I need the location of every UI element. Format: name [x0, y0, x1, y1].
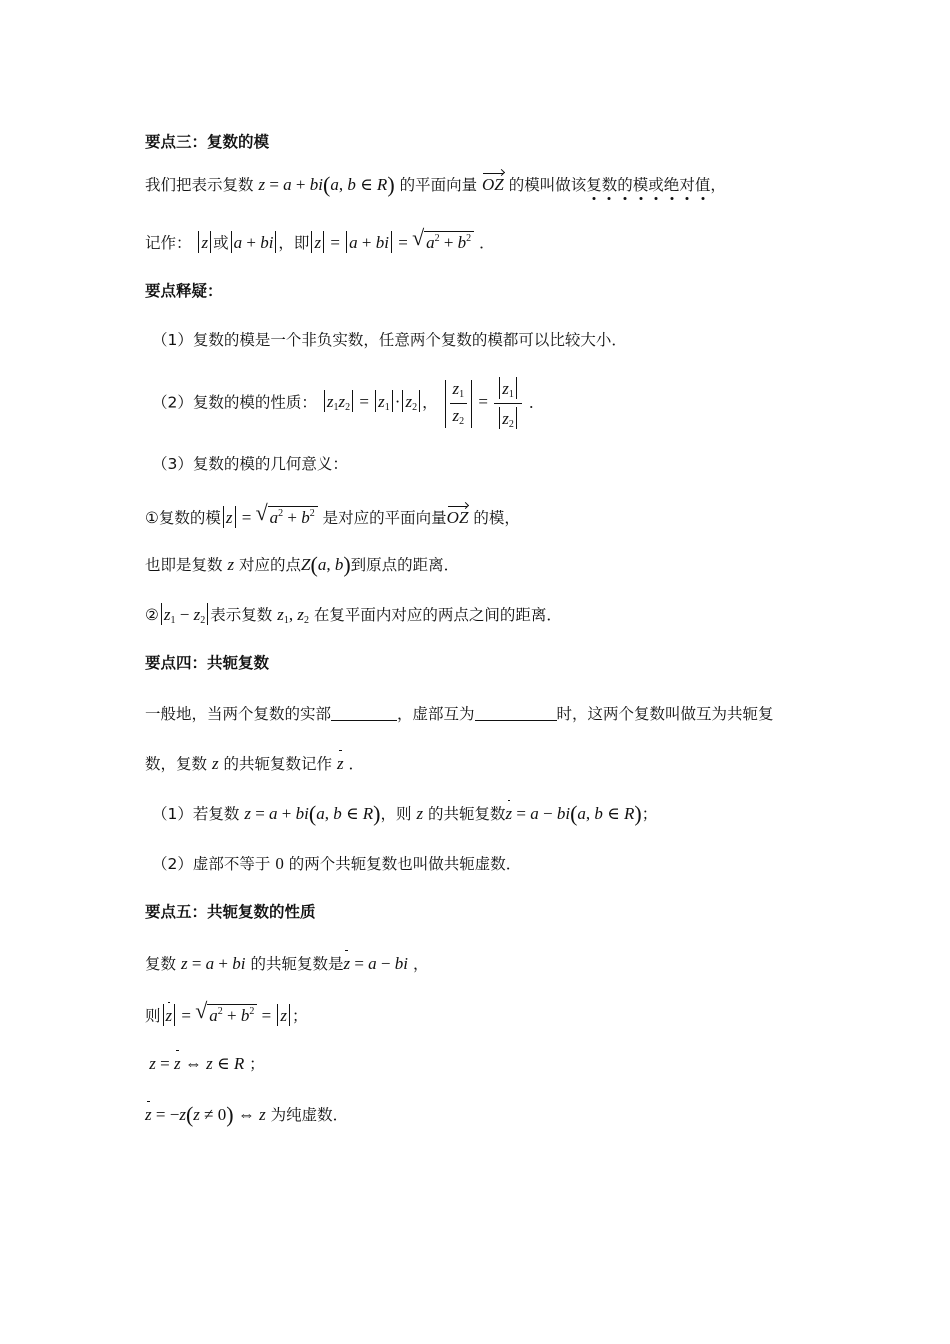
explain-item-2: （2）复数的模的性质： $z_1z_2 = z_1 \cdot z_2$ ， $\frac{z_1}{z_2}$ = $\frac{z_1}{z_2}$ ． — [152, 379, 545, 430]
number-zero: 0 — [275, 854, 284, 873]
section4-heading: 要点四：共轭复数 — [145, 654, 270, 672]
var-z: z — [211, 754, 219, 773]
explain-circled-2: ② $z_1 - z_2$ 表示复数 $z_1$, $z_2$ 在复平面内对应的两点之间的距离． — [145, 605, 562, 626]
formula-abs-z: z — [196, 233, 213, 252]
formula-z-a-bi: z = a + bi — [180, 954, 246, 973]
section4-line-1: 一般地，当两个复数的实部 ，虚部互为 时，这两个复数叫做互为共轭复 — [145, 705, 774, 723]
section4-line-2: 数，复数 z 的共轭复数记作 z ． — [145, 754, 365, 773]
explain-heading: 要点释疑： — [145, 282, 223, 300]
formula-product-modulus: $z_1z_2 = z_1 \cdot z_2$ — [322, 392, 422, 411]
section3-notation-line: 记作： z 或 a + bi ，即 z = a + bi = √ $a^2 + b^2$ ． — [145, 225, 495, 252]
section3-definition-line: 我们把表示复数 z = a + bi(a, b ∈ R) 的平面向量 OZ 的模叫做该复数的模或绝对值， — [145, 172, 726, 197]
section5-line-1: 复数 z = a + bi 的共轭复数是z = a − bi ， — [145, 954, 429, 973]
section4-item-2: （2）虚部不等于 0 的两个共轭复数也叫做共轭虚数． — [152, 854, 522, 873]
formula-z-def: z = a + bi(a, b ∈ R) — [258, 172, 395, 197]
vector-oz: OZ — [482, 175, 504, 194]
formula-modulus: z = a + bi = √ $a^2 + b^2$ — [309, 233, 474, 252]
section4-item-1: （1）若复数 z = a + bi(a, b ∈ R)，则 z 的共轭复数z = a − bi(a, b ∈ R)； — [152, 801, 658, 826]
vector-oz: OZ — [446, 508, 469, 527]
formula-conjugate-def: z = a − bi(a, b ∈ R) — [505, 801, 642, 826]
var-z: z — [227, 555, 235, 574]
var-z-conjugate: z — [336, 754, 344, 773]
emphasized-text: 复数的模或绝对值 — [586, 176, 711, 194]
formula-abs-z-sqrt: z = √ $a^2 + b^2$ — [221, 508, 318, 527]
vars-z1-z2: $z_1$, $z_2$ — [277, 605, 309, 626]
section5-heading: 要点五：共轭复数的性质 — [145, 903, 316, 921]
section5-line-2: 则 z = √ $a^2 + b^2 = z$ ； — [145, 998, 308, 1025]
point-z: Z(a, b) — [301, 552, 351, 577]
formula-pure-imaginary-condition: z = −z(z ≠ 0) ⇔ z — [145, 1102, 266, 1127]
formula-z-def: z = a + bi(a, b ∈ R) — [244, 801, 381, 826]
explain-circled-1b: 也即是复数 z 对应的点Z(a, b)到原点的距离． — [145, 552, 460, 577]
formula-conjugate-a-bi: z = a − bi — [343, 954, 408, 973]
formula-conjugate-modulus: z = √ $a^2 + b^2 = z$ — [161, 1006, 293, 1025]
formula-distance: $z_1 - z_2$ — [159, 605, 210, 624]
explain-item-1: （1）复数的模是一个非负实数，任意两个复数的模都可以比较大小． — [152, 331, 627, 349]
formula-real-condition: z = z ⇔ z ∈ R — [149, 1054, 245, 1073]
section5-line-3: z = z ⇔ z ∈ R ； — [145, 1055, 265, 1073]
formula-abs-a-bi: a + bi — [229, 233, 279, 252]
explain-circled-1: ①复数的模 z = √ $a^2 + b^2$ 是对应的平面向量OZ 的模， — [145, 500, 520, 527]
explain-item-3: （3）复数的模的几何意义： — [152, 455, 348, 473]
section3-heading: 要点三：复数的模 — [145, 133, 270, 151]
fill-blank-1[interactable] — [331, 706, 397, 721]
formula-quotient-modulus: $\frac{z_1}{z_2}$ = $\frac{z_1}{z_2}$ — [443, 392, 524, 411]
section5-line-4: z = −z(z ≠ 0) ⇔ z 为纯虚数． — [145, 1102, 349, 1127]
fill-blank-2[interactable] — [475, 706, 557, 721]
var-z: z — [416, 804, 424, 823]
